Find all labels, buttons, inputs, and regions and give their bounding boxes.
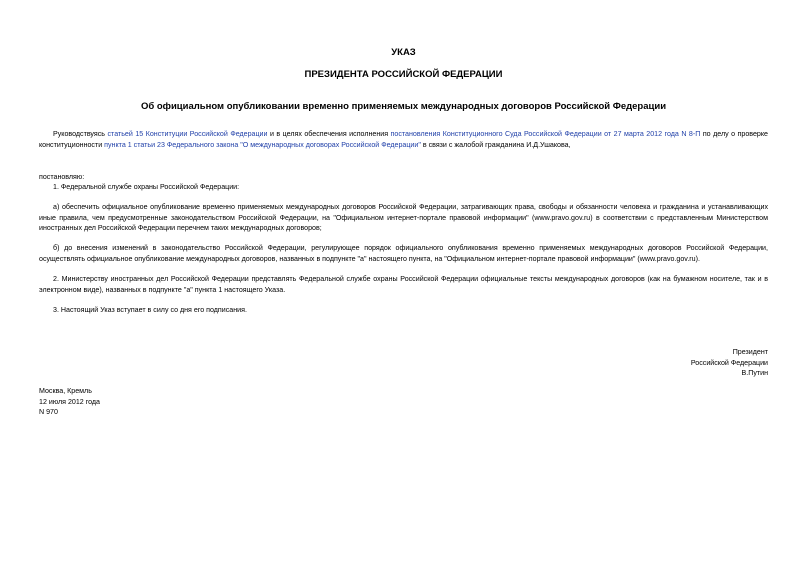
signature-name: В.Путин (741, 369, 768, 378)
signing-date: 12 июля 2012 года (39, 397, 100, 406)
issuer-heading: ПРЕЗИДЕНТА РОССИЙСКОЙ ФЕДЕРАЦИИ (304, 69, 503, 80)
item-3: 3. Настоящий Указ вступает в силу со дня его подписания. (53, 306, 247, 314)
signature-position: Президент (732, 348, 768, 356)
place-date-block (39, 386, 100, 418)
item-2: 2. Министерству иностранных дел Российской Федерации представлять Федеральной службе охраны Российской Федерации официальные тексты международных договоров (как на бумажном носителе, так и в электронном виде), названных в подпункте "а" пункта 1 настоящего Указа. (39, 275, 768, 294)
item-1: 1. Федеральной службе охраны Российской Федерации: (53, 183, 240, 191)
item-1b: б) до внесения изменений в законодательство Российской Федерации, регулирующее порядок официального опубликования временно применяемых международных договоров Российской Федерации, осуществлять официальное опубликование международных договоров, названных в подпункте "а" настоящего пункта, на "Официальном интернет-портале правовой информации" (www.pravo.gov.ru). (39, 244, 768, 263)
item-1a: а) обеспечить официальное опубликование временно применяемых международных договоров Российской Федерации, затрагивающих права, свободы и обязанности человека и гражданина и устанавливающих иные правила, чем предусмотренные законодательством Российской Федерации, на "Официальном интернет-портале правовой информации" (www.pravo.gov.ru) в соответствии с представленным Министерством иностранных дел Российской Федерации перечнем таких международных договоров; (39, 203, 768, 233)
intro-text-2: и в целях обеспечения исполнения (267, 130, 391, 138)
signature-country: Российской Федерации (690, 358, 768, 367)
document-title: Об официальном опубликовании временно применяемых международных договоров Российской Федерации (140, 101, 667, 112)
decree-number: N 970 (39, 408, 58, 417)
federal-law-link[interactable]: пункта 1 статьи 23 Федерального закона "О международных договорах Российской Федерации" (104, 140, 421, 149)
decree-word: постановляю: (39, 173, 85, 181)
constitution-link[interactable]: статьей 15 Конституции Российской Федерации (107, 130, 268, 138)
document-type-heading: УКАЗ (391, 47, 416, 58)
signature-block (691, 347, 768, 379)
intro-paragraph (39, 129, 768, 150)
intro-text-3: по делу о проверке конституционности (39, 130, 768, 149)
signing-place: Москва, Кремль (39, 387, 92, 395)
intro-text-4: в связи с жалобой гражданина И.Д.Ушакова, (420, 140, 571, 149)
court-resolution-link[interactable]: постановления Конституционного Суда Российской Федерации от 27 марта 2012 года N 8-П (390, 130, 701, 138)
intro-text-1: Руководствуясь (53, 130, 108, 138)
